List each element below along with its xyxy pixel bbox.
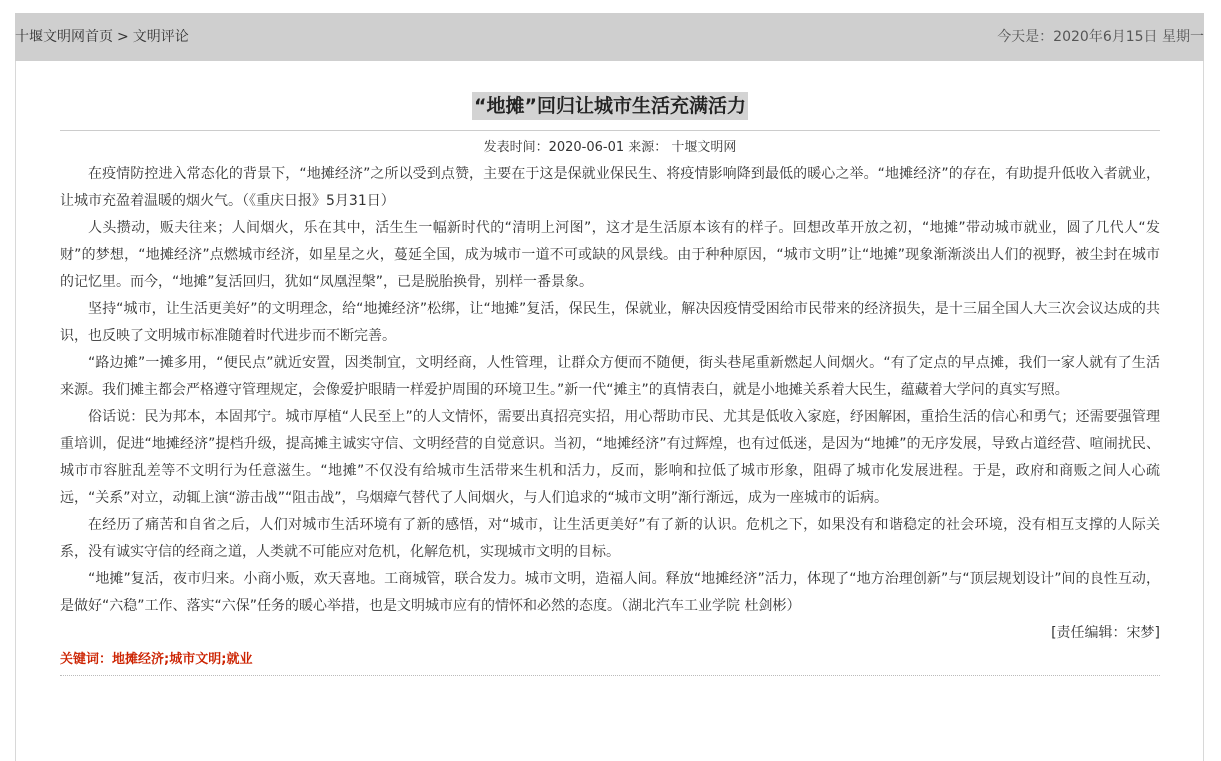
keyword-link[interactable]: 地摊经济 xyxy=(112,652,165,667)
keywords-label: 关键词： xyxy=(60,652,113,667)
keyword-separator: ; xyxy=(221,652,227,667)
keyword-link[interactable]: 城市文明 xyxy=(169,652,222,667)
title-divider xyxy=(60,130,1160,131)
top-bar xyxy=(15,13,1204,61)
responsible-editor: [责任编辑：宋梦] xyxy=(1051,625,1160,641)
breadcrumb-separator: > xyxy=(117,29,129,45)
article-body xyxy=(60,161,1160,620)
breadcrumb-home-link[interactable]: 十堰文明网首页 xyxy=(15,29,113,45)
article-paragraph: 人头攒动，贩夫往来；人间烟火，乐在其中，活生生一幅新时代的“清明上河图”，这才是生活原本该有的样子。回想改革开放之初，“地摊”带动城市就业，圆了几代人“发财”的梦想，“地摊经济”点燃城市经济，如星星之火，蔓延全国，成为城市一道不可或缺的风景线。由于种种原因，“城市文明”让“地摊”现象渐渐淡出人们的视野，被尘封在城市的记忆里。而今，“地摊”复活回归，犹如“凤凰涅槃”，已是脱胎换骨，别样一番景象。 xyxy=(60,220,1160,290)
current-date: 今天是：2020年6月15日 星期一 xyxy=(997,29,1204,45)
article-meta: 发表时间：2020-06-01 来源： 十堰文明网 xyxy=(483,140,737,155)
article-paragraph: 坚持“城市，让生活更美好”的文明理念，给“地摊经济”松绑，让“地摊”复活，保民生，保就业，解决因疫情受困给市民带来的经济损失，是十三届全国人大三次会议达成的共识，也反映了文明城市标准随着时代进步而不断完善。 xyxy=(60,301,1160,344)
breadcrumb xyxy=(15,27,189,47)
article-paragraph: “地摊”复活，夜市归来。小商小贩，欢天喜地。工商城管，联合发力。城市文明，造福人间。释放“地摊经济”活力，体现了“地方治理创新”与“顶层规划设计”间的良性互动，是做好“六稳”工作、落实“六保”任务的暖心举措，也是文明城市应有的情怀和必然的态度。（湖北汽车工业学院 杜剑彬） xyxy=(60,571,1160,614)
article-paragraph: “路边摊”一摊多用，“便民点”就近安置，因类制宜，文明经商，人性管理，让群众方便而不随便，街头巷尾重新燃起人间烟火。“有了定点的早点摊，我们一家人就有了生活来源。我们摊主都会严格遵守管理规定，会像爱护眼睛一样爱护周围的环境卫生。”新一代“摊主”的真情表白，就是小地摊关系着大民生，蕴藏着大学问的真实写照。 xyxy=(60,355,1160,398)
article xyxy=(60,92,1160,676)
article-paragraph: 在疫情防控进入常态化的背景下，“地摊经济”之所以受到点赞，主要在于这是保就业保民生、将疫情影响降到最低的暖心之举。“地摊经济”的存在，有助提升低收入者就业，让城市充盈着温暖的烟火气。（《重庆日报》5月31日） xyxy=(60,166,1160,209)
article-paragraph: 俗话说：民为邦本，本固邦宁。城市厚植“人民至上”的人文情怀，需要出真招亮实招，用心帮助市民、尤其是低收入家庭，纾困解困，重拾生活的信心和勇气；还需要强管理重培训，促进“地摊经济”提档升级，提高摊主诚实守信、文明经营的自觉意识。当初，“地摊经济”有过辉煌，也有过低迷，是因为“地摊”的无序发展，导致占道经营、喧闹扰民、城市市容脏乱差等不文明行为任意滋生。“地摊”不仅没有给城市生活带来生机和活力，反而，影响和拉低了城市形象，阻碍了城市化发展进程。于是，政府和商贩之间人心疏远，“关系”对立，动辄上演“游击战”“阻击战”，乌烟瘴气替代了人间烟火，与人们追求的“城市文明”渐行渐远，成为一座城市的诟病。 xyxy=(60,409,1160,506)
bottom-divider xyxy=(60,675,1160,676)
breadcrumb-section-link[interactable]: 文明评论 xyxy=(132,29,189,45)
article-title-wrap xyxy=(60,92,1160,120)
keyword-separator: ; xyxy=(164,652,170,667)
article-title: “地摊”回归让城市生活充满活力 xyxy=(472,92,748,120)
keyword-link[interactable]: 就业 xyxy=(226,652,253,667)
article-paragraph: 在经历了痛苦和自省之后，人们对城市生活环境有了新的感悟，对“城市，让生活更美好”有了新的认识。危机之下，如果没有和谐稳定的社会环境，没有相互支撑的人际关系，没有诚实守信的经商之道，人类就不可能应对危机，化解危机，实现城市文明的目标。 xyxy=(60,517,1160,560)
article-keywords xyxy=(60,649,1160,671)
